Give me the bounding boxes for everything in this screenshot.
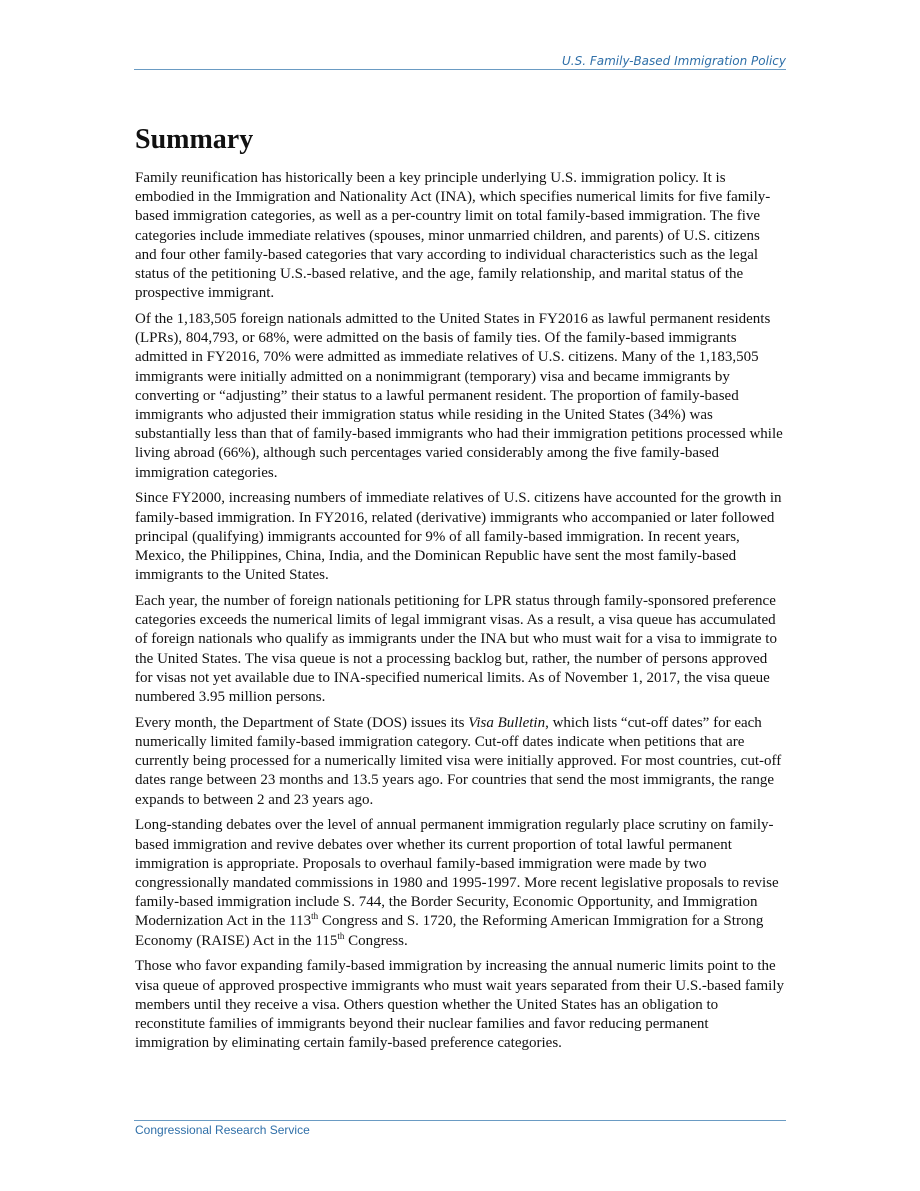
paragraph-5-text-b: , which lists “cut-off dates” for each numerically limited family-based immigration category. Cut-off dates indicate when petitions that are currently being processed for a numerically limited visa were initially approved. For most countries, cut-off dates range between 23 months and 13.5 years ago. For countries that send the most immigrants, the range expands to between 2 and 23 years ago. xyxy=(135,714,782,808)
paragraph-6-text-a: Long-standing debates over the level of annual permanent immigration regularly place scrutiny on family-based immigration and revive debates over whether its current proportion of total lawful permanent immigration is appropriate. Proposals to overhaul family-based immigration were made by two congressionally mandated commissions in 1980 and 1995-1997. More recent legislative proposals to revise family-based immigration include S. 744, the Border Security, Economic Opportunity, and Immigration Modernization Act in the 113 xyxy=(135,817,779,930)
header-divider xyxy=(134,69,786,70)
paragraph-2: Of the 1,183,505 foreign nationals admitted to the United States in FY2016 as lawful permanent residents (LPRs), 804,793, or 68%, were admitted on the basis of family ties. Of the family-based immigrants admitted in FY2016, 70% were admitted as immediate relatives of U.S. citizens. Many of the 1,183,505 immigrants were initially admitted on a nonimmigrant (temporary) visa and became immigrants by converting or “adjusting” their status to a lawful permanent resident. The proportion of family-based immigrants who adjusted their immigration status while residing in the United States (34%) was substantially less than that of family-based immigrants who had their immigration petitions processed while living abroad (66%), although such percentages varied considerably among the five family-based immigration categories. xyxy=(135,311,783,481)
summary-body xyxy=(135,169,785,1060)
paragraph-6-text-c: Congress. xyxy=(344,932,408,949)
running-header: U.S. Family-Based Immigration Policy xyxy=(561,54,786,68)
page-title: Summary xyxy=(135,124,254,155)
ordinal-suffix-113: th xyxy=(311,911,319,922)
visa-bulletin-title: Visa Bulletin xyxy=(468,714,546,731)
paragraph-6-text-b: Congress and S. 1720, the Reforming American Immigration for a Strong Economy (RAISE) Act in the 115 xyxy=(135,913,764,949)
ordinal-suffix-115: th xyxy=(337,930,345,941)
paragraph-1: Family reunification has historically been a key principle underlying U.S. immigration policy. It is embodied in the Immigration and Nationality Act (INA), which specifies numerical limits for five family-based immigration categories, as well as a per-country limit on total family-based immigration. The five categories include immediate relatives (spouses, minor unmarried children, and parents) of U.S. citizens and four other family-based categories that vary according to individual characteristics such as the legal status of the petitioning U.S.-based relative, and the age, family relationship, and marital status of the prospective immigrant. xyxy=(135,170,771,302)
paragraph-5-text-a: Every month, the Department of State (DOS) issues its xyxy=(135,714,469,731)
paragraph-3: Since FY2000, increasing numbers of immediate relatives of U.S. citizens have accounted for the growth in family-based immigration. In FY2016, related (derivative) immigrants who accompanied or later followed principal (qualifying) immigrants accounted for 9% of all family-based immigration. In recent years, Mexico, the Philippines, China, India, and the Dominican Republic have sent the most family-based immigrants to the United States. xyxy=(135,490,782,584)
paragraph-4: Each year, the number of foreign nationals petitioning for LPR status through family-sponsored preference categories exceeds the numerical limits of legal immigrant visas. As a result, a visa queue has accumulated of foreign nationals who qualify as immigrants under the INA but who must wait for a visa to immigrate to the United States. The visa queue is not a processing backlog but, rather, the number of persons approved for visas not yet available due to INA-specified numerical limits. As of November 1, 2017, the visa queue numbered 3.95 million persons. xyxy=(135,593,777,706)
paragraph-6 xyxy=(135,816,785,950)
footer-source: Congressional Research Service xyxy=(135,1123,310,1137)
paragraph-5 xyxy=(135,714,785,810)
paragraph-7: Those who favor expanding family-based immigration by increasing the annual numeric limits point to the visa queue of approved prospective immigrants who must wait years separated from their U.S.-based family members until they receive a visa. Others question whether the United States has an obligation to reconstitute families of immigrants beyond their nuclear families and favor reducing permanent immigration by eliminating certain family-based preference categories. xyxy=(135,958,784,1052)
footer-divider xyxy=(134,1120,786,1121)
